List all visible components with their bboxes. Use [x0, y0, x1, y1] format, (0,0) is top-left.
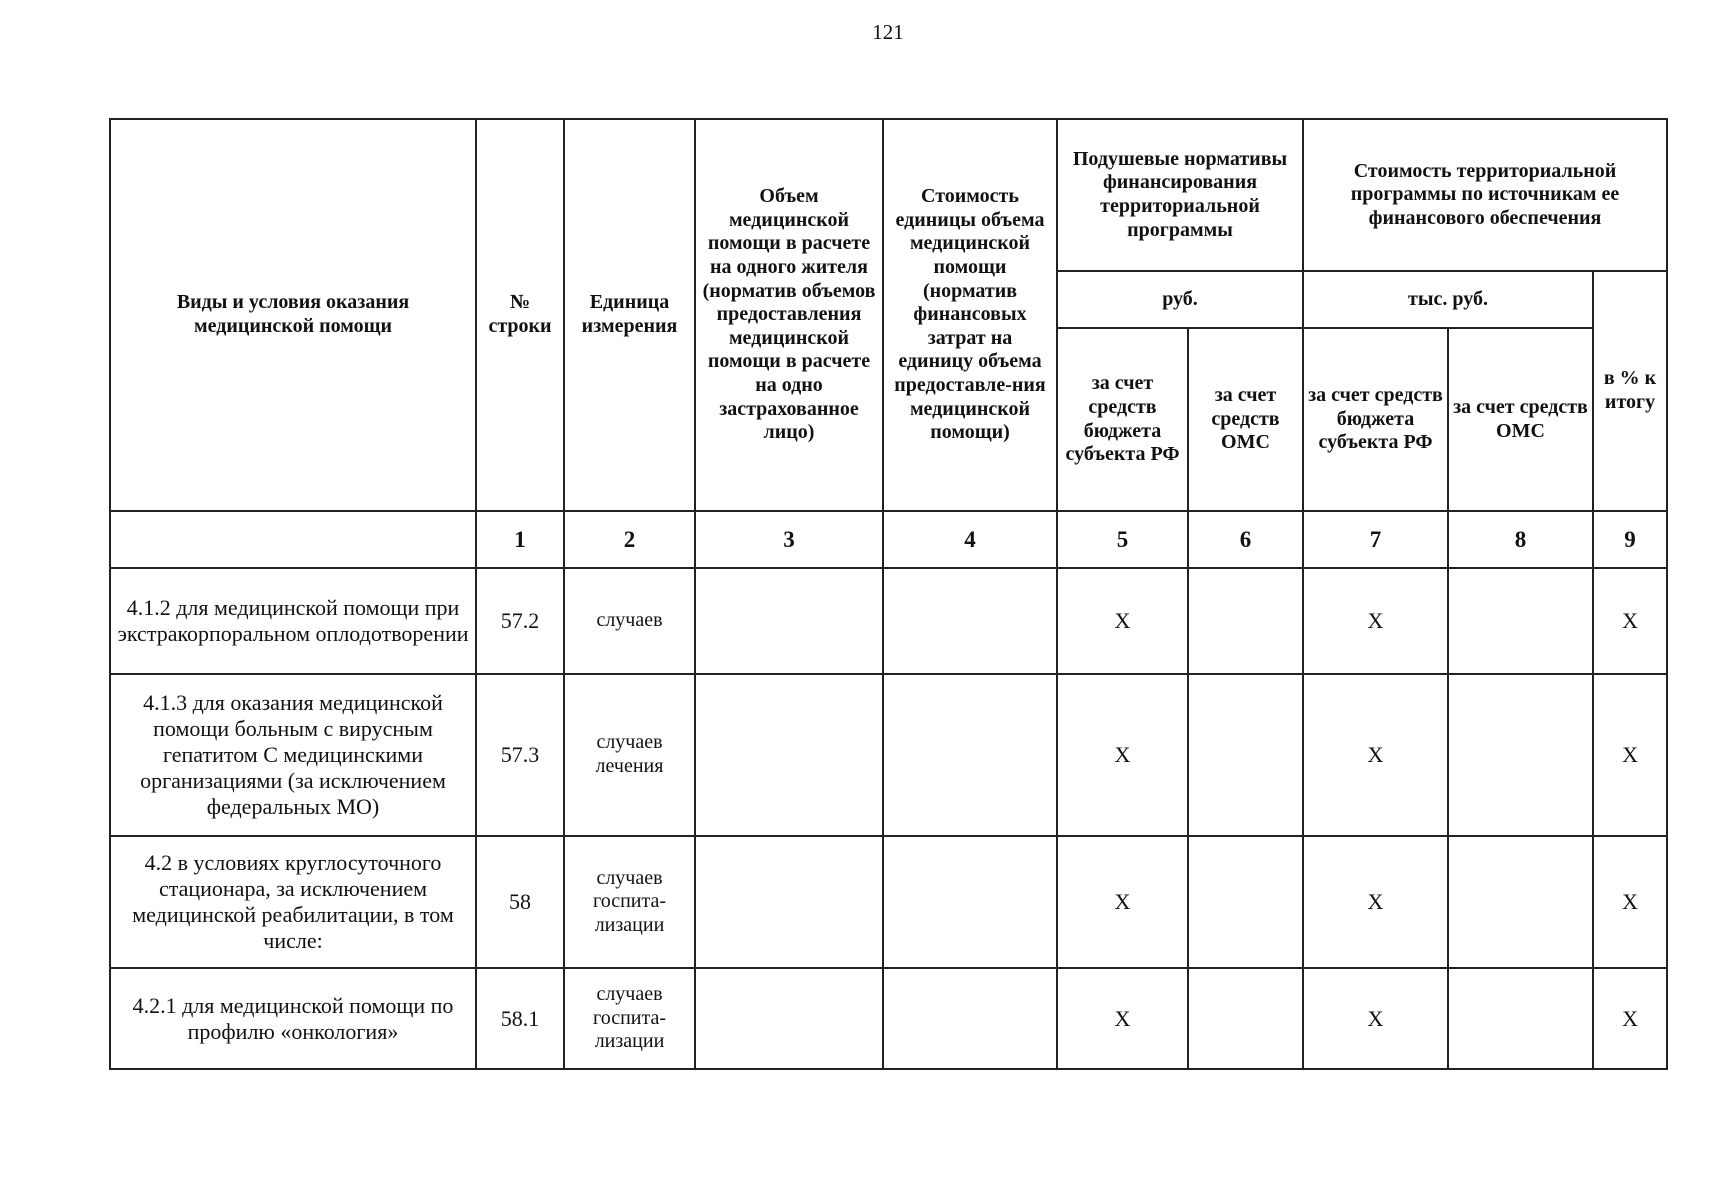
row-unit: случаев госпита-лизации	[564, 968, 695, 1069]
financing-table	[109, 118, 1668, 1070]
row-unit: случаев лечения	[564, 674, 695, 836]
column-number: 7	[1303, 511, 1448, 568]
row-oms-thousand	[1448, 836, 1593, 968]
row-budget-rub: X	[1057, 836, 1188, 968]
header-kind: Виды и условия оказания медицинской помощи	[110, 119, 476, 511]
row-volume	[695, 968, 883, 1069]
row-budget-thousand: X	[1303, 836, 1448, 968]
header-oms-2: за счет средств ОМС	[1448, 328, 1593, 511]
header-unit-rub: руб.	[1057, 271, 1303, 328]
header-budget-rf-2: за счет средств бюджета субъекта РФ	[1303, 328, 1448, 511]
row-oms-thousand	[1448, 674, 1593, 836]
row-cost	[883, 568, 1057, 674]
table-row	[110, 836, 1667, 968]
row-budget-rub: X	[1057, 968, 1188, 1069]
row-budget-rub: X	[1057, 674, 1188, 836]
page-number: 121	[872, 20, 904, 44]
row-number: 57.2	[476, 568, 564, 674]
column-number: 9	[1593, 511, 1667, 568]
header-unit-thousand-rub: тыс. руб.	[1303, 271, 1593, 328]
row-budget-thousand: X	[1303, 568, 1448, 674]
header-row-no: № строки	[476, 119, 564, 511]
header-program-cost-group: Стоимость территориальной программы по источникам ее финансового обеспечения	[1303, 119, 1667, 271]
row-oms-rub	[1188, 836, 1303, 968]
table-header	[110, 119, 1667, 511]
row-percent: X	[1593, 674, 1667, 836]
row-name: 4.2.1 для медицинской помощи по профилю «онкология»	[110, 968, 476, 1069]
column-numbers	[110, 511, 1667, 568]
row-unit: случаев	[564, 568, 695, 674]
table-body	[110, 568, 1667, 1069]
row-cost	[883, 836, 1057, 968]
table-row	[110, 968, 1667, 1069]
row-oms-thousand	[1448, 568, 1593, 674]
row-cost	[883, 968, 1057, 1069]
row-volume	[695, 674, 883, 836]
column-number: 1	[476, 511, 564, 568]
column-number: 6	[1188, 511, 1303, 568]
row-percent: X	[1593, 568, 1667, 674]
header-cost: Стоимость единицы объема медицинской помощи (норматив финансовых затрат на единицу объема предоставле-ния медицинской помощи)	[883, 119, 1057, 511]
row-budget-thousand: X	[1303, 674, 1448, 836]
row-budget-rub: X	[1057, 568, 1188, 674]
row-budget-thousand: X	[1303, 968, 1448, 1069]
row-percent: X	[1593, 968, 1667, 1069]
row-name: 4.2 в условиях круглосуточного стационара, за исключением медицинской реабилитации, в том числе:	[110, 836, 476, 968]
row-number: 58	[476, 836, 564, 968]
column-number: 4	[883, 511, 1057, 568]
column-number: 3	[695, 511, 883, 568]
header-oms: за счет средств ОМС	[1188, 328, 1303, 511]
row-cost	[883, 674, 1057, 836]
row-name: 4.1.2 для медицинской помощи при экстракорпоральном оплодотворении	[110, 568, 476, 674]
row-oms-rub	[1188, 968, 1303, 1069]
row-unit: случаев госпита-лизации	[564, 836, 695, 968]
row-oms-rub	[1188, 674, 1303, 836]
header-per-capita-group: Подушевые нормативы финансирования территориальной программы	[1057, 119, 1303, 271]
row-number: 57.3	[476, 674, 564, 836]
column-number: 5	[1057, 511, 1188, 568]
column-number: 8	[1448, 511, 1593, 568]
row-number: 58.1	[476, 968, 564, 1069]
column-number: 2	[564, 511, 695, 568]
table-row	[110, 674, 1667, 836]
table-row	[110, 568, 1667, 674]
row-oms-thousand	[1448, 968, 1593, 1069]
row-percent: X	[1593, 836, 1667, 968]
row-name: 4.1.3 для оказания медицинской помощи больным с вирусным гепатитом С медицинскими организациями (за исключением федеральных МО)	[110, 674, 476, 836]
header-percent: в % к итогу	[1593, 271, 1667, 511]
row-oms-rub	[1188, 568, 1303, 674]
header-volume: Объем медицинской помощи в расчете на одного жителя (норматив объемов предоставления медицинской помощи в расчете на одно застрахованное лицо)	[695, 119, 883, 511]
row-volume	[695, 836, 883, 968]
column-number-row	[110, 511, 1667, 568]
row-volume	[695, 568, 883, 674]
header-budget-rf: за счет средств бюджета субъекта РФ	[1057, 328, 1188, 511]
header-unit: Единица измерения	[564, 119, 695, 511]
column-number	[110, 511, 476, 568]
